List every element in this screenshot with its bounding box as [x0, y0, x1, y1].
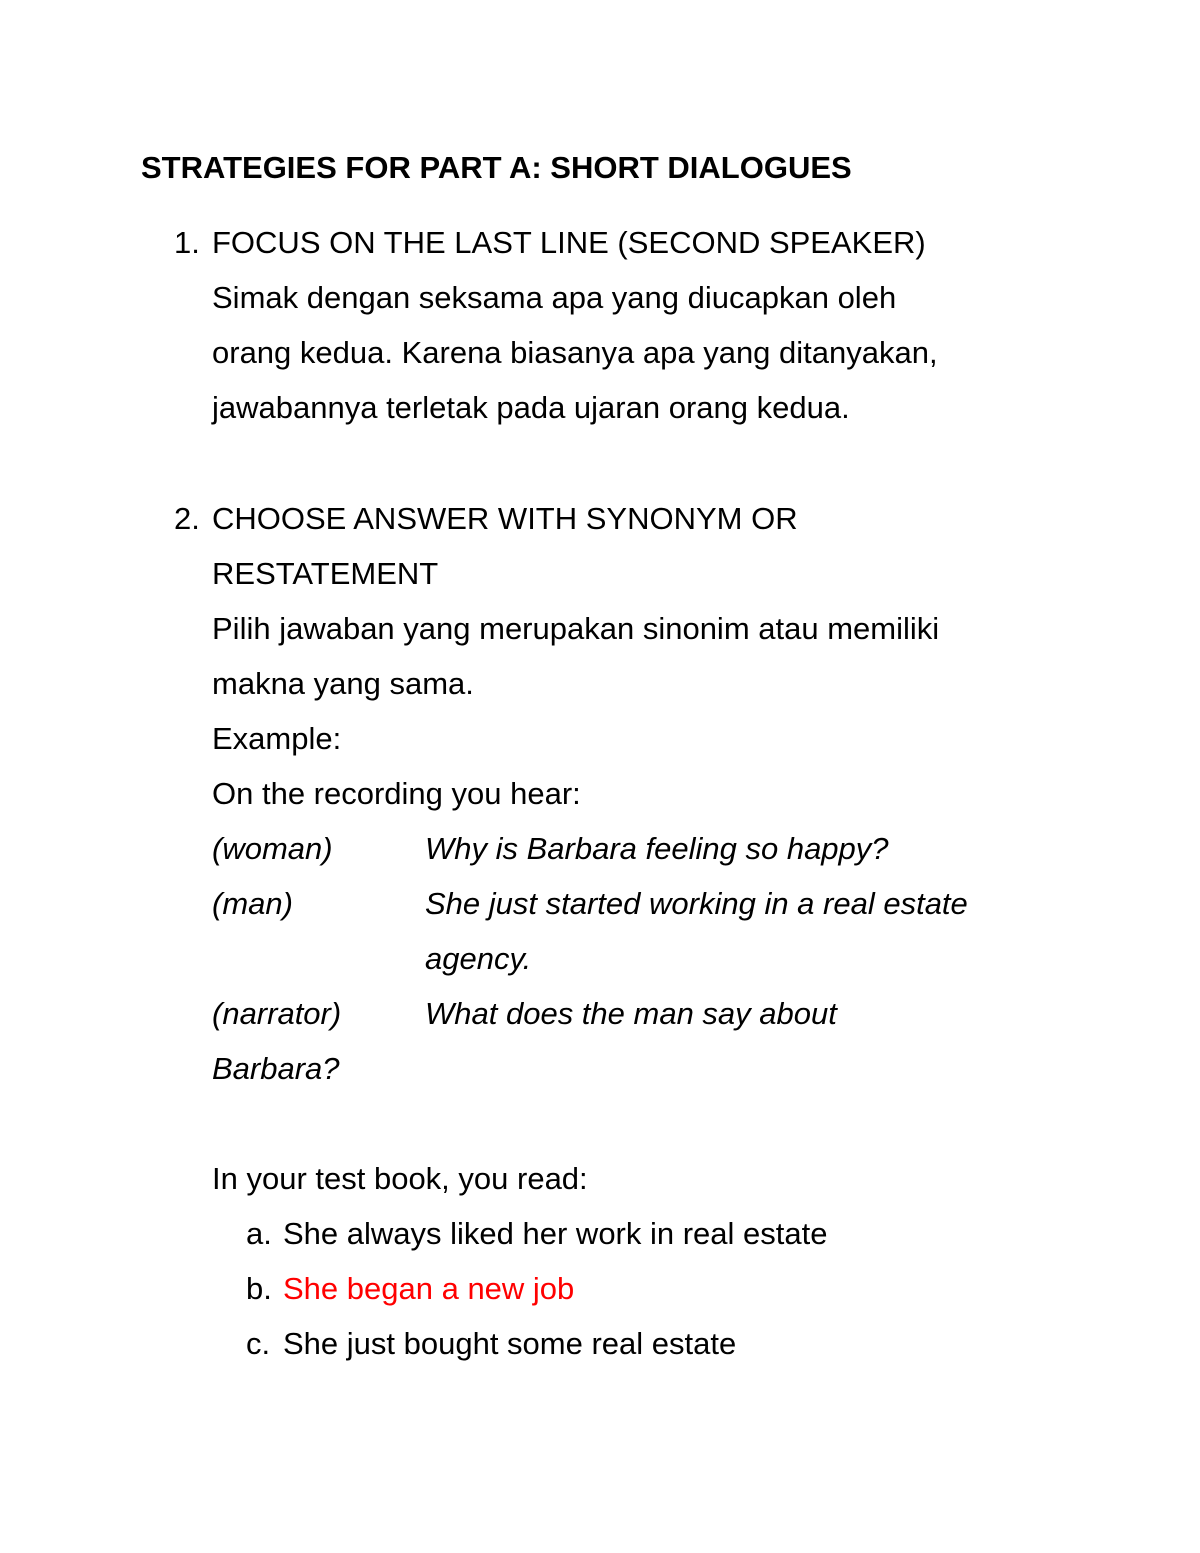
option-a-text: She always liked her work in real estate — [283, 1216, 828, 1251]
option-c-text: She just bought some real estate — [283, 1326, 737, 1361]
option-a-letter: a. — [246, 1216, 272, 1251]
option-c-letter: c. — [246, 1326, 271, 1361]
section-2-heading: CHOOSE ANSWER WITH SYNONYM OR — [212, 501, 798, 536]
dialogue-line-narrator: Barbara? — [212, 1051, 340, 1086]
section-1-heading: FOCUS ON THE LAST LINE (SECOND SPEAKER) — [212, 225, 926, 260]
test-book-intro: In your test book, you read: — [212, 1161, 588, 1196]
section-1-number: 1. — [174, 225, 200, 260]
section-1-body-line: orang kedua. Karena biasanya apa yang ditanyakan, — [212, 335, 938, 370]
dialogue-line-man: She just started working in a real estate — [425, 886, 968, 921]
dialogue-line-man: agency. — [425, 941, 532, 976]
option-b-letter: b. — [246, 1271, 272, 1306]
dialogue-speaker-man: (man) — [212, 886, 293, 921]
example-label: Example: — [212, 721, 342, 756]
dialogue-line-narrator: What does the man say about — [425, 996, 837, 1031]
dialogue-speaker-narrator: (narrator) — [212, 996, 342, 1031]
option-b-text-correct: She began a new job — [283, 1271, 575, 1306]
section-2-body-line: makna yang sama. — [212, 666, 474, 701]
section-2-heading: RESTATEMENT — [212, 556, 439, 591]
dialogue-line-woman: Why is Barbara feeling so happy? — [425, 831, 889, 866]
section-2-body-line: Pilih jawaban yang merupakan sinonim atau memiliki — [212, 611, 940, 646]
dialogue-speaker-woman: (woman) — [212, 831, 333, 866]
section-1-body-line: Simak dengan seksama apa yang diucapkan oleh — [212, 280, 897, 315]
recording-intro: On the recording you hear: — [212, 776, 581, 811]
section-2-number: 2. — [174, 501, 200, 536]
page-title: STRATEGIES FOR PART A: SHORT DIALOGUES — [141, 150, 852, 185]
section-1-body-line: jawabannya terletak pada ujaran orang kedua. — [212, 390, 850, 425]
